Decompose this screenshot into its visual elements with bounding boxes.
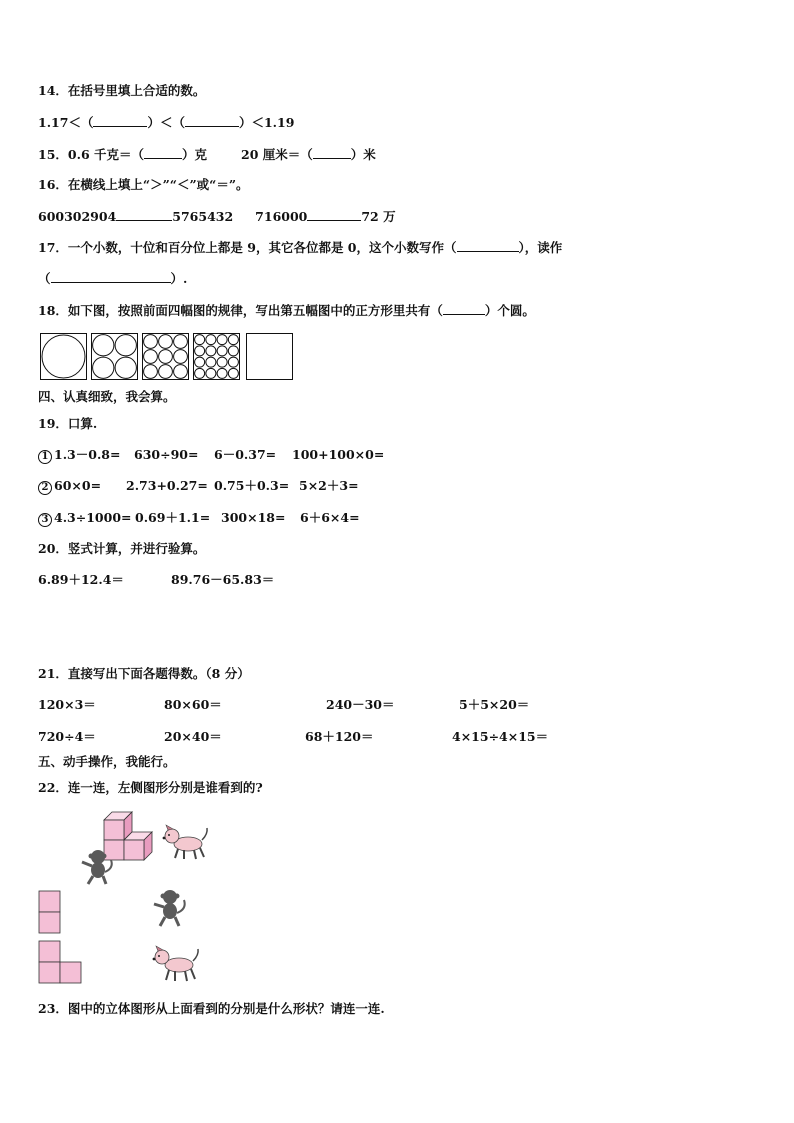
q19-r2-i2: 2.73+0.27= xyxy=(126,478,208,493)
q19-r1-i4: 100+100×0= xyxy=(292,447,385,462)
q15-blank-1[interactable] xyxy=(144,146,182,159)
view-shape-two-stacked[interactable] xyxy=(38,890,62,934)
q21-r1-i2: 80×60＝ xyxy=(164,697,222,712)
q16-title: 16．在横线上填上“＞”“＜”或“＝”。 xyxy=(38,177,249,192)
pattern-circle xyxy=(195,368,205,378)
pattern-circle xyxy=(174,365,188,379)
q21-r2-i4: 4×15÷4×15＝ xyxy=(452,729,549,744)
q16-b-right: 72 万 xyxy=(361,209,396,224)
pattern-circle xyxy=(115,335,136,356)
q18-title: 18．如下图，按照前面四幅图的规律，写出第五幅图中的正方形里共有（ xyxy=(38,303,443,318)
q14-part1: 1.17＜（ xyxy=(38,115,94,130)
q14-part3: ）＜1.19 xyxy=(238,115,295,130)
circled-number-1: 1 xyxy=(38,450,52,464)
q21-r1-i4: 5＋5×20＝ xyxy=(459,697,530,712)
q19-r2-i4: 5×2＋3= xyxy=(299,478,359,493)
q19-r1-i1: 1.3－0.8= xyxy=(54,447,121,462)
q18-line xyxy=(38,302,535,319)
q20-title: 20．竖式计算，并进行验算。 xyxy=(38,541,206,556)
q19-row-1 xyxy=(38,447,385,464)
q14-blank-2[interactable] xyxy=(185,114,239,127)
q19-r3-i1: 4.3÷1000= xyxy=(54,510,132,525)
q15-part1: 15．0.6 千克＝（ xyxy=(38,147,144,162)
pattern-square-5-empty xyxy=(246,333,293,380)
q17-title: 17．一个小数，十位和百分位上都是 9，其它各位都是 0，这个小数写作（ xyxy=(38,240,457,255)
q14-title: 14．在括号里填上合适的数。 xyxy=(38,83,206,98)
pattern-circle xyxy=(206,357,216,367)
q15-part4: ）米 xyxy=(350,147,376,162)
q15-part2: ）克 xyxy=(182,147,208,162)
view-shape-l[interactable] xyxy=(38,940,84,984)
q19-r3-i3: 300×18= xyxy=(221,510,286,525)
pattern-square-3 xyxy=(142,333,189,380)
pattern-circle xyxy=(217,335,227,345)
q17-open: （ xyxy=(38,271,51,286)
pattern-circle xyxy=(93,335,114,356)
pattern-circle xyxy=(217,357,227,367)
q16-blank-1[interactable] xyxy=(116,208,172,221)
q17-line2 xyxy=(38,270,187,287)
q19-r3-i4: 6＋6×4= xyxy=(300,510,360,525)
q19-r1-i2: 630÷90= xyxy=(134,447,199,462)
q16-b-left: 716000 xyxy=(255,209,308,224)
dog-icon xyxy=(160,824,210,862)
pattern-circle xyxy=(93,357,114,378)
circles-3x3 xyxy=(143,334,188,379)
q14-blank-1[interactable] xyxy=(93,114,147,127)
pattern-circle xyxy=(217,368,227,378)
q15-blank-2[interactable] xyxy=(313,146,351,159)
pattern-circle xyxy=(195,335,205,345)
q16-blank-2[interactable] xyxy=(307,208,361,221)
q20-item-1: 6.89＋12.4＝ xyxy=(38,572,124,587)
pattern-circle xyxy=(159,365,173,379)
q19-r3-i2: 0.69＋1.1= xyxy=(135,510,211,525)
q15-line xyxy=(38,146,376,163)
section-4-heading: 四、认真细致，我会算。 xyxy=(38,389,176,404)
pattern-circle xyxy=(195,346,205,356)
q21-r2-i3: 68＋120＝ xyxy=(305,729,374,744)
pattern-circle xyxy=(144,350,158,364)
q16-a-right: 5765432 xyxy=(172,209,234,224)
q17-blank-1[interactable] xyxy=(457,239,519,252)
monkey-icon xyxy=(78,848,116,886)
q21-r2-i2: 20×40＝ xyxy=(164,729,222,744)
pattern-circle xyxy=(206,335,216,345)
q17-line1 xyxy=(38,239,562,256)
pattern-circle xyxy=(174,350,188,364)
pattern-circle xyxy=(206,368,216,378)
q19-r2-i3: 0.75＋0.3= xyxy=(214,478,290,493)
dog-icon[interactable] xyxy=(150,944,202,984)
q23-title: 23．图中的立体图形从上面看到的分别是什么形状？请连一连. xyxy=(38,1001,385,1016)
pattern-circle xyxy=(206,346,216,356)
q19-row-3 xyxy=(38,510,360,527)
pattern-circle xyxy=(228,346,238,356)
circled-number-2: 2 xyxy=(38,481,52,495)
q19-row-2 xyxy=(38,478,359,495)
q14-part2: ）＜（ xyxy=(147,115,185,130)
pattern-square-4 xyxy=(193,333,240,380)
circled-number-3: 3 xyxy=(38,513,52,527)
q16-a-left: 600302904 xyxy=(38,209,117,224)
q21-r1-i1: 120×3＝ xyxy=(38,697,96,712)
pattern-square-1 xyxy=(40,333,87,380)
q20-item-2: 89.76－65.83＝ xyxy=(171,572,275,587)
section-5-heading: 五、动手操作，我能行。 xyxy=(38,754,176,769)
pattern-circle xyxy=(228,335,238,345)
q17-close: ）. xyxy=(170,271,188,286)
circles-1x1 xyxy=(41,334,86,379)
q19-r2-i1: 60×0= xyxy=(54,478,102,493)
circles-4x4 xyxy=(194,334,239,379)
q17-blank-2[interactable] xyxy=(51,270,171,283)
monkey-icon[interactable] xyxy=(150,888,188,928)
q16-line xyxy=(38,208,396,225)
pattern-circle xyxy=(217,346,227,356)
pattern-circle xyxy=(159,350,173,364)
q17-after: ），读作 xyxy=(518,240,563,255)
q18-after: ）个圆。 xyxy=(484,303,535,318)
q19-r1-i3: 6－0.37= xyxy=(214,447,277,462)
pattern-circle xyxy=(144,365,158,379)
pattern-circle xyxy=(195,357,205,367)
circles-2x2 xyxy=(92,334,137,379)
q15-part3: 20 厘米＝（ xyxy=(241,147,313,162)
pattern-circle xyxy=(159,335,173,349)
pattern-circle xyxy=(144,335,158,349)
q21-title: 21．直接写出下面各题得数。（8 分） xyxy=(38,666,250,681)
q14-line xyxy=(38,114,294,131)
pattern-circle xyxy=(228,357,238,367)
pattern-circle xyxy=(228,368,238,378)
pattern-circle xyxy=(115,357,136,378)
q21-r1-i3: 240－30＝ xyxy=(326,697,395,712)
q21-r2-i1: 720÷4＝ xyxy=(38,729,96,744)
q18-blank[interactable] xyxy=(443,302,485,315)
q22-title: 22．连一连，左侧图形分别是谁看到的? xyxy=(38,780,263,795)
pattern-circle xyxy=(174,335,188,349)
pattern-square-2 xyxy=(91,333,138,380)
q19-title: 19．口算. xyxy=(38,416,98,431)
